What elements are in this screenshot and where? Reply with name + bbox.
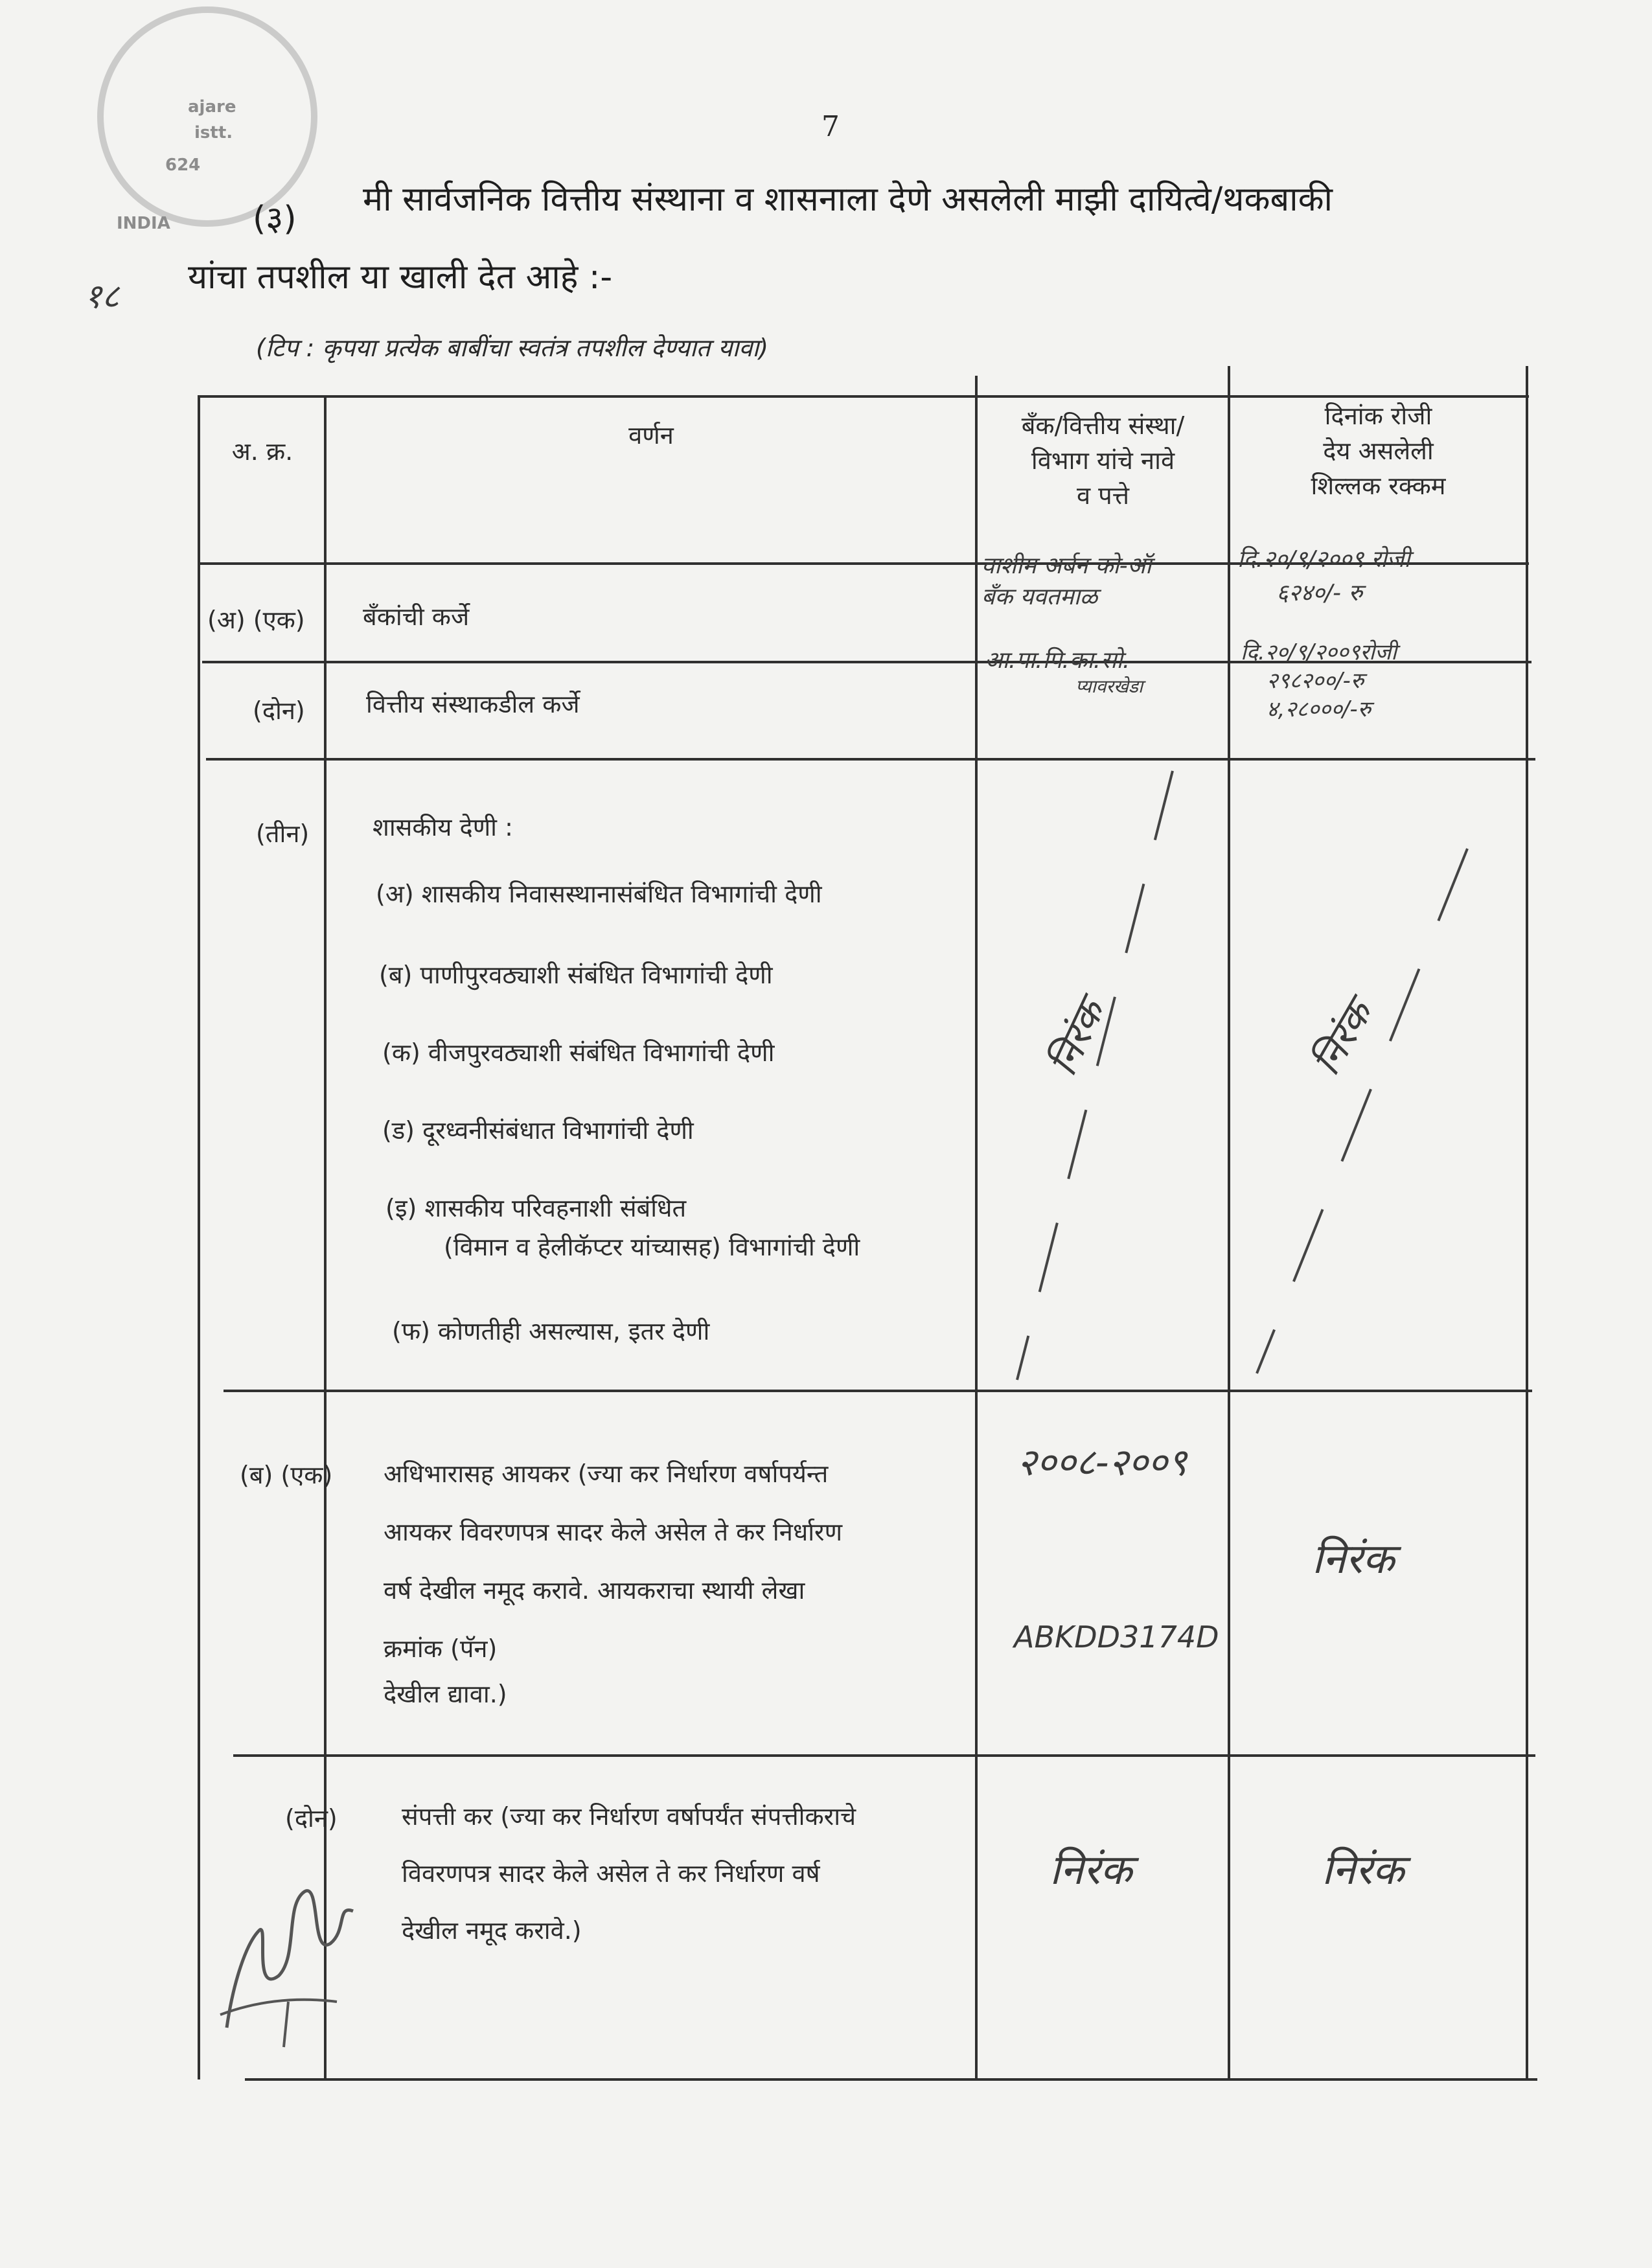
- heading-number: (३): [253, 200, 297, 238]
- header-serial: अ. क्र.: [231, 437, 293, 466]
- list-item: (फ) कोणतीही असल्यास, इतर देणी: [392, 1317, 710, 1346]
- row-a2-description: वित्तीय संस्थाकडील कर्जे: [366, 690, 580, 718]
- row-a2-serial: (दोन): [253, 696, 305, 725]
- header-bank: बँक/वित्तीय संस्था/ विभाग यांचे नावे व पत्ते: [1021, 411, 1185, 510]
- row-a1-serial: (अ) (एक): [207, 606, 305, 634]
- row-a2-amount: दि.२०/९/२००९रोजी २९८२००/-रु ४,२८०००/-रु: [1241, 639, 1397, 722]
- row-a3-amount-nil: निरंक: [1303, 993, 1382, 1083]
- nil-strike-bank: [991, 758, 1237, 1390]
- list-item: (ब) पाणीपुरवठ्याशी संबंधित विभागांची देणी: [379, 961, 773, 989]
- stamp-text-1: ajare: [188, 97, 236, 117]
- margin-mark: १८: [84, 277, 120, 316]
- list-item: (विमान व हेलीकॅप्टर यांच्यासह) विभागांची देणी: [444, 1233, 860, 1261]
- row-a1-amount: दि.२०/९/२००९ रोजी ६२४०/- रु: [1237, 546, 1410, 606]
- row-b1-amount: निरंक: [1312, 1535, 1395, 1583]
- list-item: (इ) शासकीय परिवहनाशी संबंधित: [385, 1194, 687, 1222]
- row-a3-serial: (तीन): [256, 819, 310, 848]
- stamp-text-2: istt.: [194, 123, 233, 143]
- row-b2-bank: निरंक: [1050, 1846, 1132, 1894]
- row-a3-description: शासकीय देणी :: [373, 813, 513, 842]
- row-a1-bank: वाशीम अर्बन को-ऑ बँक यवतमाळ: [981, 553, 1152, 610]
- row-a3-bank-nil: निरंक: [1040, 993, 1114, 1083]
- stamp-text-3: 624: [165, 155, 201, 175]
- heading-line-2: यांचा तपशील या खाली देत आहे :-: [188, 258, 613, 297]
- row-b2-description: संपत्ती कर (ज्या कर निर्धारण वर्षापर्यंत संपत्तीकराचे विवरणपत्र सादर केले असेल ते कर निर्धारण वर्ष देखील नमूद करावे.): [402, 1802, 856, 1945]
- row-b1-pan: ABKDD3174D: [1014, 1620, 1219, 1655]
- row-b1-serial: (ब) (एक): [240, 1461, 333, 1489]
- row-b2-amount: निरंक: [1322, 1846, 1405, 1894]
- row-b2-serial: (दोन): [285, 1804, 338, 1833]
- list-item: (अ) शासकीय निवासस्थानासंबंधित विभागांची देणी: [376, 880, 822, 908]
- row-b1-description: अधिभारासह आयकर (ज्या कर निर्धारण वर्षापर्यन्त आयकर विवरणपत्र सादर केले असेल ते कर निर्धारण वर्ष देखील नमूद करावे. आयकराचा स्थायी लेखा क्रमांक (पॅन) देखील द्यावा.): [384, 1460, 843, 1708]
- page-number: 7: [821, 110, 840, 143]
- row-a1-description: बँकांची कर्जे: [363, 602, 470, 631]
- heading-line-1: मी सार्वजनिक वित्तीय संस्थाना व शासनाला देणे असलेली माझी दायित्वे/थकबाकी: [363, 180, 1333, 219]
- stamp-text-4: INDIA: [117, 214, 170, 233]
- row-b1-years: २००८-२००९: [1017, 1440, 1187, 1484]
- list-item: (क) वीजपुरवठ्याशी संबंधित विभागांची देणी: [382, 1038, 775, 1067]
- nil-strike-amount: [1244, 842, 1522, 1386]
- header-amount: दिनांक रोजी देय असलेली शिल्लक रक्कम: [1311, 402, 1446, 500]
- signature: [207, 1866, 363, 2060]
- row-a2-bank: आ.पा.पि.का.सो. प्यावरखेडा: [985, 647, 1143, 697]
- header-description: वर्णन: [628, 421, 674, 450]
- office-stamp: [97, 6, 317, 227]
- instruction-note: (टिप : कृपया प्रत्येक बाबींचा स्वतंत्र तपशील देण्यात यावा): [256, 334, 769, 362]
- list-item: (ड) दूरध्वनीसंबंधात विभागांची देणी: [382, 1116, 694, 1145]
